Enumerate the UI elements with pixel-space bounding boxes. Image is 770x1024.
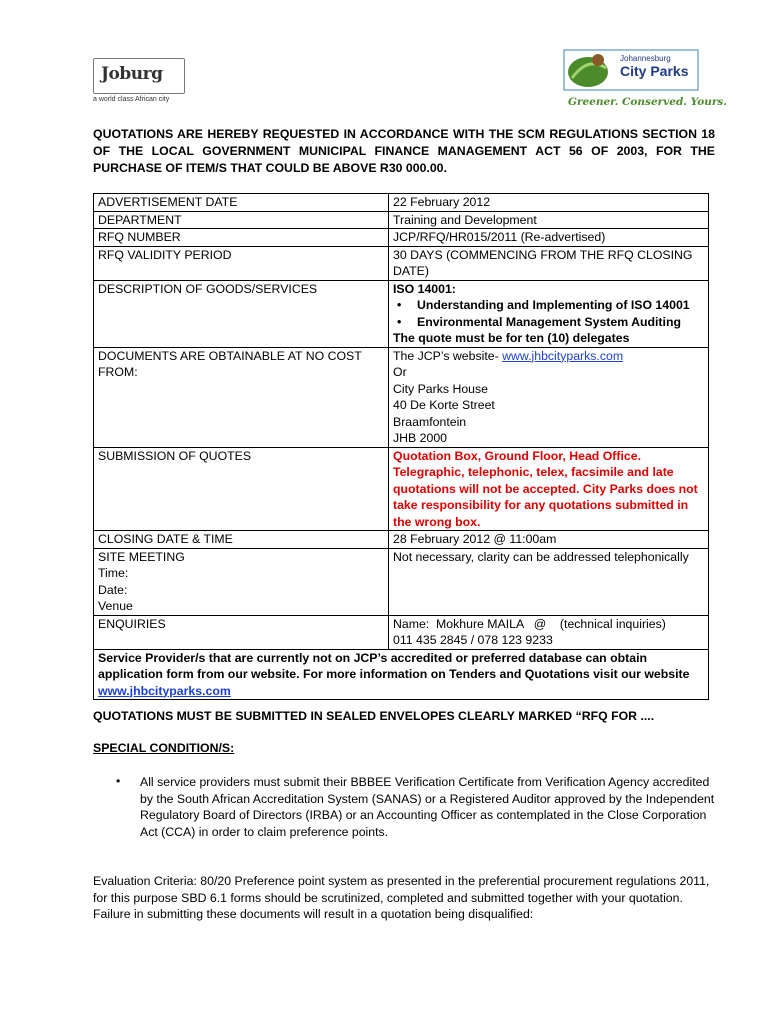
documents-label: DOCUMENTS ARE OBTAINABLE AT NO COST FROM: <box>94 347 389 447</box>
enquiries-value <box>389 615 709 649</box>
or-text: Or <box>393 365 407 379</box>
table-row <box>94 615 709 649</box>
enquiries-name: Name: Mokhure MAILA @ (technical inquiries) <box>393 616 666 631</box>
address-line: JHB 2000 <box>393 431 448 445</box>
city-parks-word-small: Johannesburg <box>620 54 671 63</box>
description-item <box>393 314 704 331</box>
description-label: DESCRIPTION OF GOODS/SERVICES <box>94 280 389 347</box>
bullet-icon: • <box>397 298 402 312</box>
closing-label: CLOSING DATE & TIME <box>94 531 389 549</box>
sealed-envelopes-notice: QUOTATIONS MUST BE SUBMITTED IN SEALED ENVELOPES CLEARLY MARKED “RFQ FOR .... <box>93 709 655 723</box>
closing-value: 28 February 2012 @ 11:00am <box>389 531 709 549</box>
table-row <box>94 649 709 700</box>
rfq-number-value: JCP/RFQ/HR015/2011 (Re-advertised) <box>389 229 709 247</box>
submission-value: Quotation Box, Ground Floor, Head Office. Telegraphic, telephonic, telex, facsimile and late quotations will not be accepted. City Parks does not take responsibility for any quotations submitted in the wrong box. <box>389 447 709 531</box>
validity-value: 30 DAYS (COMMENCING FROM THE RFQ CLOSING DATE) <box>389 246 709 280</box>
table-row <box>94 194 709 212</box>
site-meeting-label-line: Time: <box>98 566 129 580</box>
description-note: The quote must be for ten (10) delegates <box>393 331 630 345</box>
city-parks-logo <box>562 48 727 112</box>
enquiries-label: ENQUIRIES <box>94 615 389 649</box>
site-meeting-label-line: Date: <box>98 582 128 597</box>
joburg-tagline: a world class African city <box>93 96 170 103</box>
table-row <box>94 280 709 347</box>
city-parks-word-big: City Parks <box>620 63 689 79</box>
bullet-icon: • <box>116 774 121 788</box>
table-row <box>94 548 709 615</box>
joburg-logo <box>93 52 193 108</box>
intro-paragraph: QUOTATIONS ARE HEREBY REQUESTED IN ACCORDANCE WITH THE SCM REGULATIONS SECTION 18 OF THE LOCAL GOVERNMENT MUNICIPAL FINANCE MANAGEMENT ACT 56 OF 2003, FOR THE PURCHASE OF ITEM/S THAT COULD BE ABOVE R30 000.00. <box>93 127 715 175</box>
address-line: City Parks House <box>393 381 488 396</box>
description-heading: ISO 14001: <box>393 281 456 296</box>
enquiries-phone: 011 435 2845 / 078 123 9233 <box>393 633 553 647</box>
site-meeting-label <box>94 548 389 615</box>
rfq-details-table <box>93 193 709 700</box>
advertisement-date-value: 22 February 2012 <box>389 194 709 212</box>
department-label: DEPARTMENT <box>94 211 389 229</box>
website-line <box>393 348 704 365</box>
validity-label: RFQ VALIDITY PERIOD <box>94 246 389 280</box>
department-value: Training and Development <box>389 211 709 229</box>
table-row <box>94 447 709 531</box>
table-row <box>94 347 709 447</box>
site-meeting-value: Not necessary, clarity can be addressed telephonically <box>389 548 709 615</box>
address-line: 40 De Korte Street <box>393 398 495 412</box>
footer-text: Service Provider/s that are currently not on JCP’s accredited or preferred database can obtain application form from our website. For more information on Tenders and Quotations visit our website <box>98 650 690 681</box>
city-parks-slogan: Greener. Conserved. Yours. <box>568 96 727 108</box>
footer-website-link[interactable]: www.jhbcityparks.com <box>98 683 231 698</box>
site-meeting-label-line: SITE MEETING <box>98 549 185 564</box>
description-item <box>393 297 704 314</box>
description-item-text: Understanding and Implementing of ISO 14001 <box>417 298 690 312</box>
special-conditions-heading: SPECIAL CONDITION/S: <box>93 741 235 755</box>
bullet-icon: • <box>397 314 402 329</box>
advertisement-date-label: ADVERTISEMENT DATE <box>94 194 389 212</box>
table-row <box>94 531 709 549</box>
website-prefix: The JCP’s website- <box>393 348 503 363</box>
address-line: Braamfontein <box>393 414 467 429</box>
table-footer-note <box>94 649 709 700</box>
submission-label: SUBMISSION OF QUOTES <box>94 447 389 531</box>
evaluation-criteria: Evaluation Criteria: 80/20 Preference point system as presented in the preferential procurement regulations 2011, for this purpose SBD 6.1 forms should be scrutinized, completed and submitted together with your quotation. Failure in submitting these documents will result in a quotation being disqualified: <box>93 874 710 921</box>
table-row <box>94 246 709 280</box>
description-value <box>389 280 709 347</box>
description-item-text: Environmental Management System Auditing <box>417 314 681 329</box>
site-meeting-label-line: Venue <box>98 599 133 613</box>
website-link[interactable]: www.jhbcityparks.com <box>502 348 624 363</box>
rfq-number-label: RFQ NUMBER <box>94 229 389 247</box>
documents-value <box>389 347 709 447</box>
special-condition-bullet: All service providers must submit their BBBEE Verification Certificate from Verification Agency accredited by the South African Accreditation System (SANAS) or a Registered Auditor approved by the Independent Regulatory Board of Directors (IRBA) or an Accounting Officer as contemplated in the Close Corporation Act (CCA) in order to claim preference points. <box>140 775 715 839</box>
table-row <box>94 229 709 247</box>
joburg-wordmark: Joburg <box>101 64 163 84</box>
table-row <box>94 211 709 229</box>
